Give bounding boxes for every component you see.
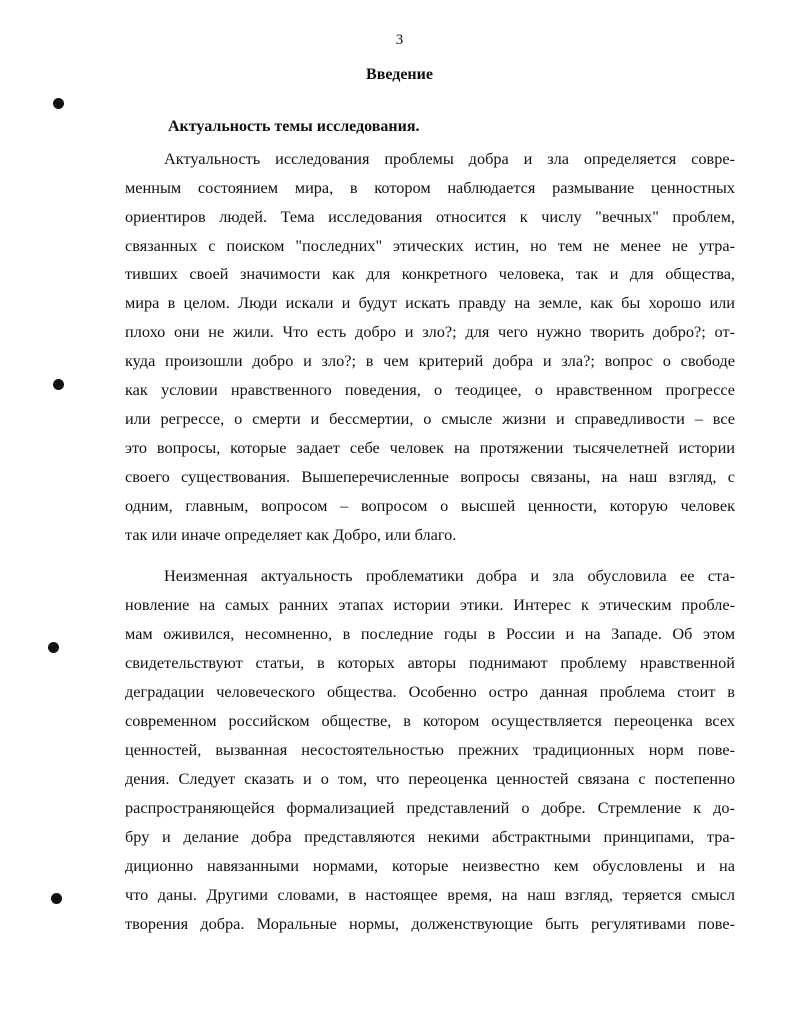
punch-hole-mark (48, 642, 59, 653)
text-line: куда произошли добро и зло?; в чем критерий добра и зла?; вопрос о свободе (125, 351, 735, 370)
text-line: одним, главным, вопросом – вопросом о высшей ценности, которую человек (125, 496, 735, 515)
text-line: мам оживился, несомненно, в последние годы в России и на Западе. Об этом (125, 624, 735, 643)
text-line: деградации человеческого общества. Особенно остро данная проблема стоит в (125, 682, 735, 701)
text-line: диционно навязанными нормами, которые неизвестно кем обусловлены и на (125, 856, 735, 875)
text-line: как условии нравственного поведения, о теодицее, о нравственном прогрессе (125, 380, 735, 399)
text-line: что даны. Другими словами, в настоящее время, на наш взгляд, теряется смысл (125, 885, 735, 904)
text-line: своего существования. Вышеперечисленные вопросы связаны, на наш взгляд, с (125, 467, 735, 486)
punch-hole-mark (53, 379, 64, 390)
text-line: ориентиров людей. Тема исследования относится к числу "вечных" проблем, (125, 207, 735, 226)
text-line: новление на самых ранних этапах истории этики. Интерес к этическим пробле- (125, 595, 735, 614)
text-line: ценностей, вызванная несостоятельностью прежних традиционных норм пове- (125, 740, 735, 759)
text-line: мира в целом. Люди искали и будут искать правду на земле, как бы хорошо или (125, 293, 735, 312)
subsection-heading: Актуальность темы исследования. (168, 118, 420, 135)
section-heading: Введение (366, 66, 433, 83)
text-line: менным состоянием мира, в котором наблюдается размывание ценностных (125, 178, 735, 197)
punch-hole-mark (51, 893, 62, 904)
text-line: бру и делание добра представляются некими абстрактными принципами, тра- (125, 827, 735, 846)
text-line: Актуальность исследования проблемы добра и зла определяется совре- (164, 149, 735, 168)
text-line: или регрессе, о смерти и бессмертии, о смысле жизни и справедливости – все (125, 409, 735, 428)
text-line: дения. Следует сказать и о том, что переоценка ценностей связана с постепенно (125, 769, 735, 788)
text-line: связанных с поиском "последних" этических истин, но тем не менее не утра- (125, 236, 735, 255)
text-line: так или иначе определяет как Добро, или благо. (125, 525, 457, 544)
text-line: распространяющейся формализацией представлений о добре. Стремление к до- (125, 798, 735, 817)
text-line: это вопросы, которые задает себе человек на протяжении тысячелетней истории (125, 438, 735, 457)
punch-hole-mark (53, 98, 64, 109)
text-line: плохо они не жили. Что есть добро и зло?; для чего нужно творить добро?; от- (125, 322, 735, 341)
text-line: свидетельствуют статьи, в которых авторы поднимают проблему нравственной (125, 653, 735, 672)
text-line: современном российском обществе, в котором осуществляется переоценка всех (125, 711, 735, 730)
text-line: творения добра. Моральные нормы, долженствующие быть регулятивами пове- (125, 914, 735, 933)
text-line: Неизменная актуальность проблематики добра и зла обусловила ее ста- (164, 566, 735, 585)
text-line: тивших своей значимости как для конкретного человека, так и для общества, (125, 264, 735, 283)
page-number: 3 (395, 32, 404, 48)
